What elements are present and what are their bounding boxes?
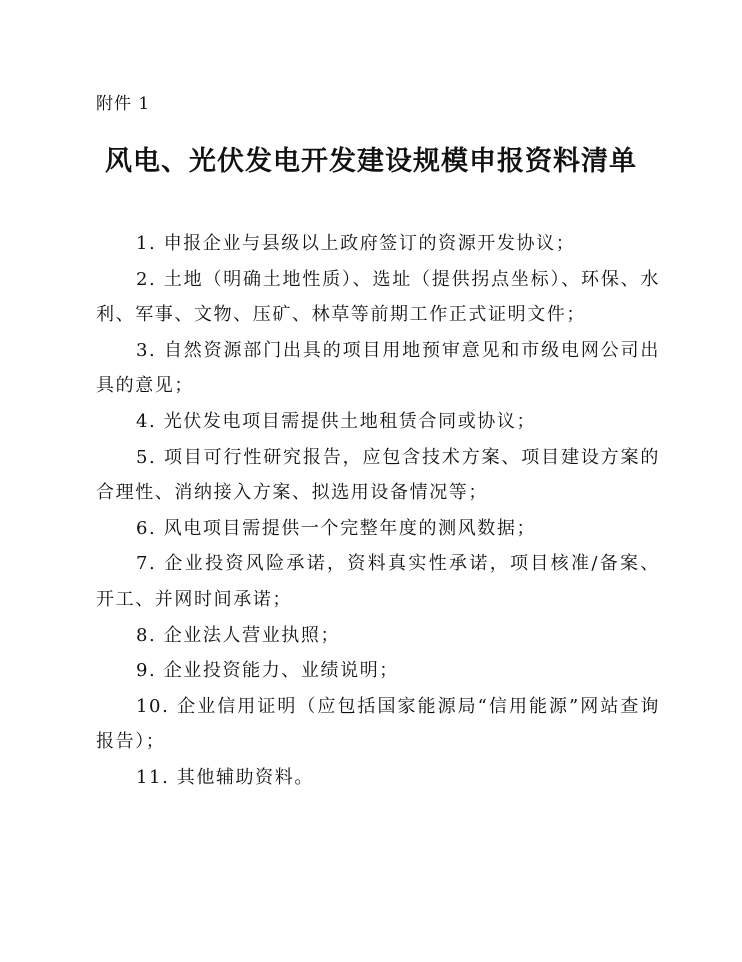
attachment-label: 附件 1 (96, 94, 151, 114)
list-item: 5. 项目可行性研究报告，应包含技术方案、项目建设方案的合理性、消纳接入方案、拟选用设备情况等； (96, 446, 660, 504)
list-item: 3. 自然资源部门出具的项目用地预审意见和市级电网公司出具的意见； (96, 339, 660, 397)
list-item: 2. 土地（明确土地性质）、选址（提供拐点坐标）、环保、水利、军事、文物、压矿、林草等前期工作正式证明文件； (96, 268, 660, 326)
list-item: 7. 企业投资风险承诺，资料真实性承诺，项目核准/备案、开工、并网时间承诺； (96, 553, 660, 610)
list-item: 4. 光伏发电项目需提供土地租赁合同或协议； (136, 410, 537, 432)
list-item: 6. 风电项目需提供一个完整年度的测风数据； (136, 517, 537, 539)
list-item: 1. 申报企业与县级以上政府签订的资源开发协议； (136, 233, 576, 254)
requirement-list (96, 226, 660, 796)
list-item: 9. 企业投资能力、业绩说明； (136, 660, 399, 682)
list-item: 8. 企业法人营业执照； (136, 624, 341, 646)
document-title: 风电、光伏发电开发建设规模申报资料清单 (105, 146, 637, 177)
list-item: 10. 企业信用证明（应包括国家能源局“信用能源”网站查询报告）； (96, 695, 660, 753)
list-item: 11. 其他辅助资料。 (136, 766, 314, 788)
